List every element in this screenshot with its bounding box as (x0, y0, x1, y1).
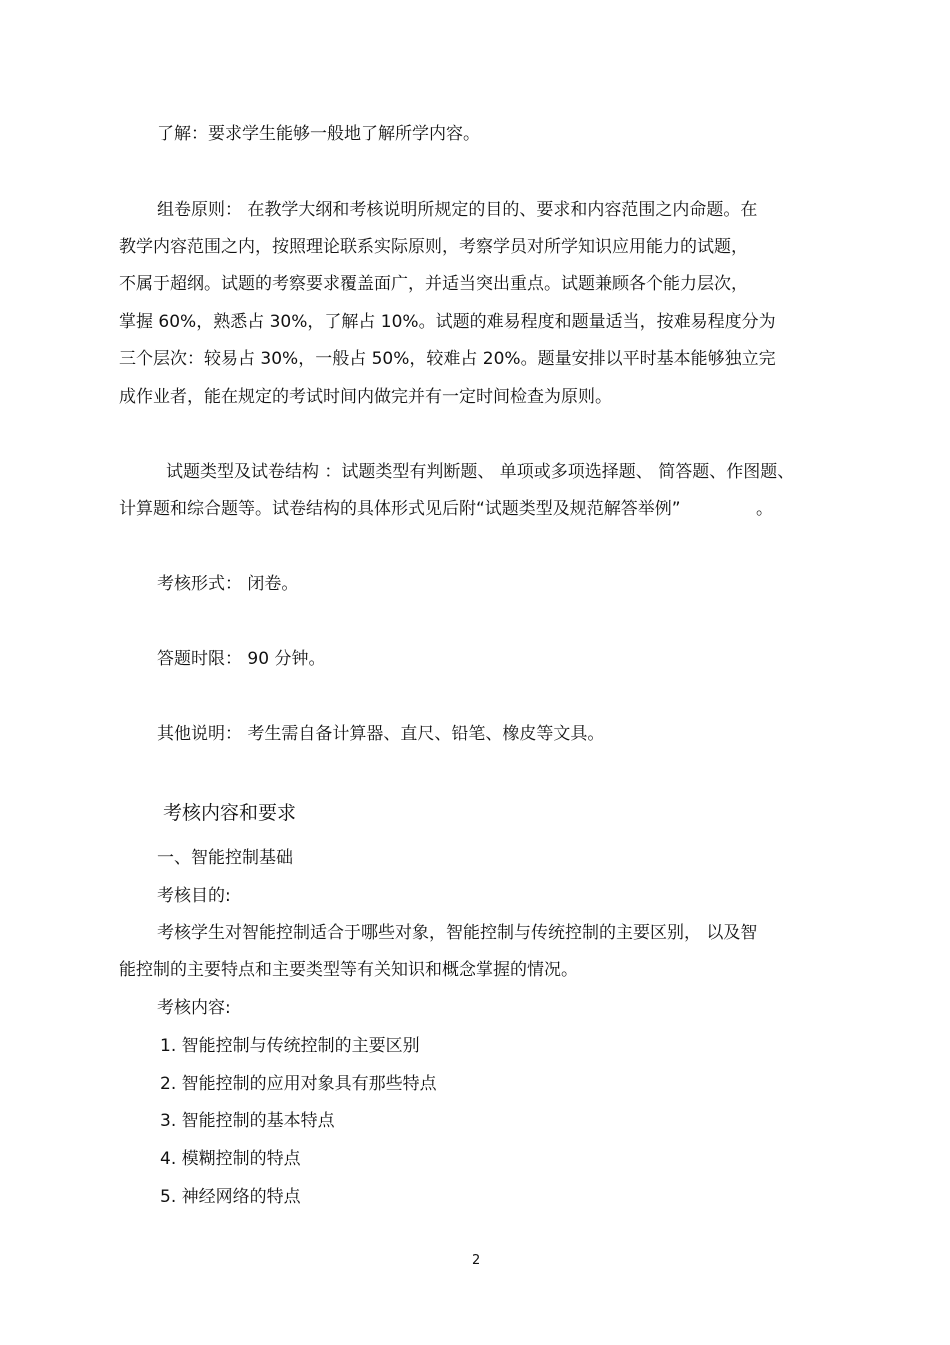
objective-label: 考核目的: (157, 886, 231, 906)
objective-line: 能控制的主要特点和主要类型等有关知识和概念掌握的情况。 (119, 960, 578, 980)
page-number: 2 (472, 1253, 481, 1268)
objective-line: 考核学生对智能控制适合于哪些对象，智能控制与传统控制的主要区别， 以及智 (157, 923, 758, 943)
principle-line: 掌握 60%，熟悉占 30%，了解占 10%。试题的难易程度和题量适当，按难易程度分为 (119, 312, 776, 332)
section-title: 考核内容和要求 (163, 802, 297, 824)
content-label: 考核内容: (157, 998, 231, 1018)
structure-line: 计算题和综合题等。试卷结构的具体形式见后附“试题类型及规范解答举例” (119, 499, 681, 519)
list-item: 1. 智能控制与传统控制的主要区别 (160, 1036, 420, 1056)
structure-line-period: 。 (756, 499, 773, 519)
list-item: 2. 智能控制的应用对象具有那些特点 (160, 1074, 437, 1094)
principle-line: 组卷原则： 在教学大纲和考核说明所规定的目的、要求和内容范围之内命题。在 (157, 200, 758, 220)
principle-line: 教学内容范围之内，按照理论联系实际原则，考察学员对所学知识应用能力的试题， (119, 237, 748, 257)
exam-form-line: 考核形式： 闭卷。 (157, 574, 299, 594)
other-notes-line: 其他说明： 考生需自备计算器、直尺、铅笔、橡皮等文具。 (157, 724, 605, 744)
principle-line: 三个层次：较易占 30%，一般占 50%，较难占 20%。题量安排以平时基本能够独立完 (119, 349, 776, 369)
time-limit-line: 答题时限： 90 分钟。 (157, 649, 326, 669)
structure-line: 试题类型及试卷结构 ：试题类型有判断题、 单项或多项选择题、 简答题、作图题、 (166, 462, 795, 482)
list-item: 3. 智能控制的基本特点 (160, 1111, 335, 1131)
list-item: 5. 神经网络的特点 (160, 1187, 301, 1207)
understand-line: 了解：要求学生能够一般地了解所学内容。 (157, 124, 480, 144)
list-item: 4. 模糊控制的特点 (160, 1149, 301, 1169)
chapter-title: 一、智能控制基础 (157, 848, 293, 868)
principle-line: 不属于超纲。试题的考察要求覆盖面广，并适当突出重点。试题兼顾各个能力层次， (119, 274, 748, 294)
principle-line: 成作业者，能在规定的考试时间内做完并有一定时间检查为原则。 (119, 387, 612, 407)
